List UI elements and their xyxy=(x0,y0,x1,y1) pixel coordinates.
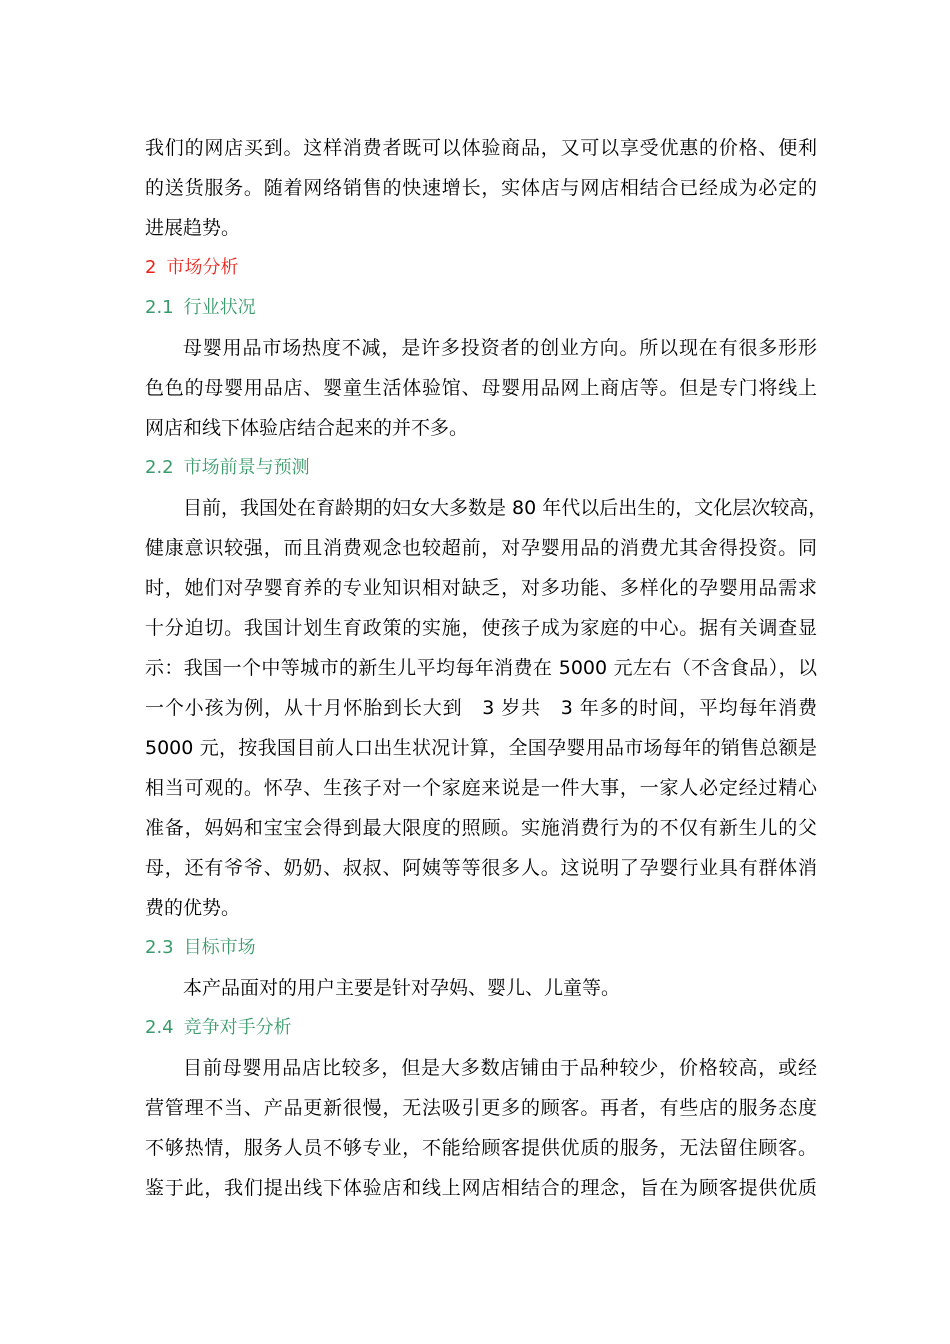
paragraph-line: 本产品面对的用户主要是针对孕妈、婴儿、儿童等。 xyxy=(183,977,621,999)
section-title: 竞争对手分析 xyxy=(183,1017,292,1038)
paragraph-line: 5000 元，按我国目前人口出生状况计算，全国孕婴用品市场每年的销售总额是 xyxy=(145,737,817,759)
section-title: 市场分析 xyxy=(166,257,239,278)
paragraph-line: 相当可观的。怀孕、生孩子对一个家庭来说是一件大事，一家人必定经过精心 xyxy=(145,777,817,799)
target-market-paragraph xyxy=(145,968,817,1008)
paragraph-line: 目前，我国处在育龄期的妇女大多数是 80 年代以后出生的，文化层次较高， xyxy=(183,497,828,519)
section-number: 2 xyxy=(145,257,157,278)
section-number: 2.1 xyxy=(145,297,174,318)
paragraph-line: 色色的母婴用品店、婴童生活体验馆、母婴用品网上商店等。但是专门将线上 xyxy=(145,377,817,399)
paragraph-line: 目前母婴用品店比较多，但是大多数店铺由于品种较少，价格较高，或经 xyxy=(183,1057,817,1079)
paragraph-line: 母，还有爷爷、奶奶、叔叔、阿姨等等很多人。这说明了孕婴行业具有群体消 xyxy=(145,857,817,879)
section-heading-2-4 xyxy=(145,1008,817,1048)
section-title: 目标市场 xyxy=(183,937,256,958)
paragraph-line: 一个小孩为例，从十月怀胎到长大到 3 岁共 3 年多的时间，平均每年消费 xyxy=(145,697,817,719)
paragraph-line: 不够热情，服务人员不够专业，不能给顾客提供优质的服务，无法留住顾客。 xyxy=(145,1137,817,1159)
paragraph-line: 的送货服务。随着网络销售的快速增长，实体店与网店相结合已经成为必定的 xyxy=(145,177,817,199)
competitor-analysis-paragraph xyxy=(145,1048,817,1208)
paragraph-line: 网店和线下体验店结合起来的并不多。 xyxy=(145,417,469,439)
paragraph-line: 进展趋势。 xyxy=(145,217,241,239)
intro-paragraph xyxy=(145,128,817,248)
paragraph-line: 十分迫切。我国计划生育政策的实施，使孩子成为家庭的中心。据有关调查显 xyxy=(145,617,817,639)
market-outlook-paragraph xyxy=(145,488,828,928)
section-heading-2 xyxy=(145,248,817,288)
section-title: 市场前景与预测 xyxy=(183,457,310,478)
section-heading-2-1 xyxy=(145,288,817,328)
paragraph-line: 时，她们对孕婴育养的专业知识相对缺乏，对多功能、多样化的孕婴用品需求 xyxy=(145,577,817,599)
section-heading-2-2 xyxy=(145,448,817,488)
section-heading-2-3 xyxy=(145,928,817,968)
section-number: 2.3 xyxy=(145,937,174,958)
paragraph-line: 我们的网店买到。这样消费者既可以体验商品，又可以享受优惠的价格、便利 xyxy=(145,137,817,159)
paragraph-line: 示：我国一个中等城市的新生儿平均每年消费在 5000 元左右（不含食品），以 xyxy=(145,657,817,679)
paragraph-line: 费的优势。 xyxy=(145,897,241,919)
section-number: 2.4 xyxy=(145,1017,174,1038)
document-body xyxy=(145,128,828,1208)
paragraph-line: 健康意识较强，而且消费观念也较超前，对孕婴用品的消费尤其舍得投资。同 xyxy=(145,537,817,559)
paragraph-line: 营管理不当、产品更新很慢，无法吸引更多的顾客。再者，有些店的服务态度 xyxy=(145,1097,817,1119)
section-title: 行业状况 xyxy=(183,297,256,318)
paragraph-line: 母婴用品市场热度不减，是许多投资者的创业方向。所以现在有很多形形 xyxy=(183,337,817,359)
section-number: 2.2 xyxy=(145,457,174,478)
paragraph-line: 准备，妈妈和宝宝会得到最大限度的照顾。实施消费行为的不仅有新生儿的父 xyxy=(145,817,817,839)
industry-status-paragraph xyxy=(145,328,817,448)
paragraph-line: 鉴于此，我们提出线下体验店和线上网店相结合的理念，旨在为顾客提供优质 xyxy=(145,1177,817,1199)
